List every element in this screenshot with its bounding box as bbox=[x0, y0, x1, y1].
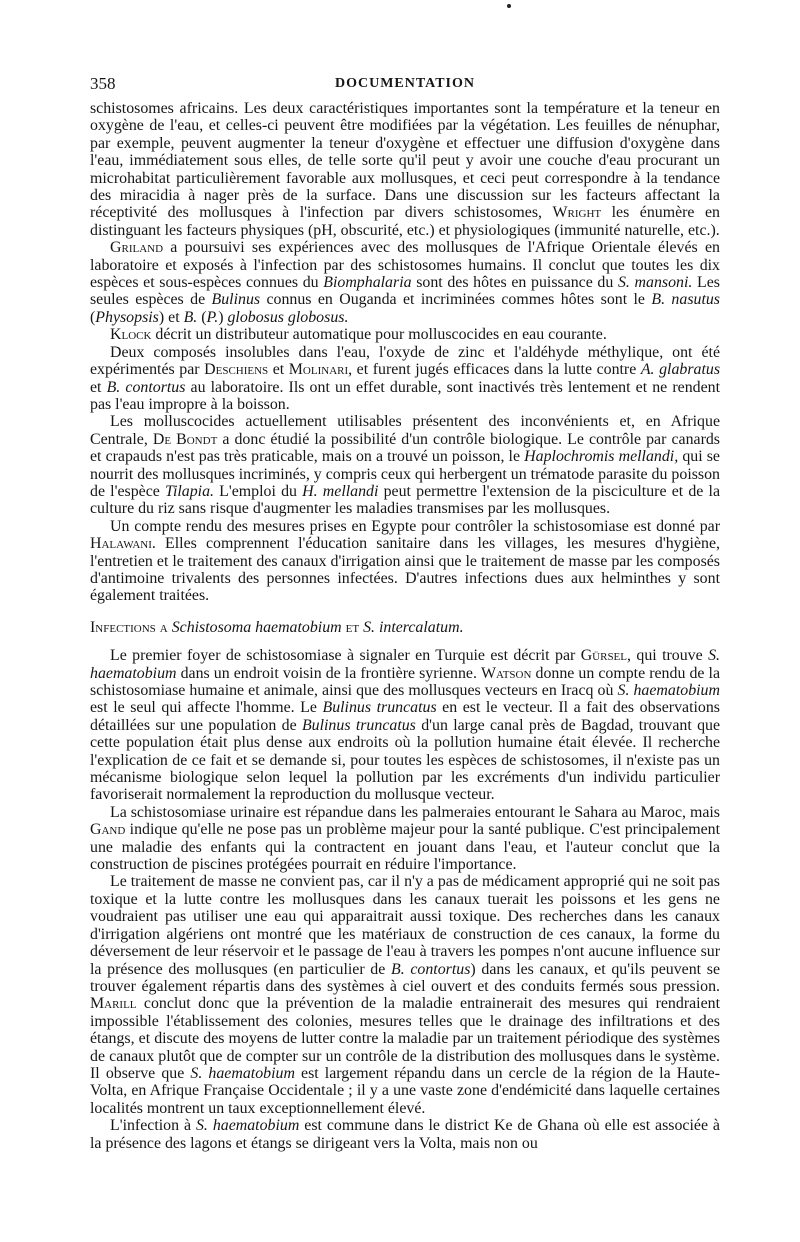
text-run: a donc étudié la possibilité d'un contrôle biologique. Le contrôle par canards et crapauds n'est pas très praticable, mais on a trouvé un poisson, le bbox=[90, 430, 720, 466]
paragraph bbox=[90, 413, 720, 517]
text-run: d'un large canal près de Bagdad, trouvant que cette population était plus dense aux endroits où la pollution humaine était élevée. Il recherche l'explication de ce fait et se demande si, pour toutes les espèces de schistosomes, il n'existe pas un mécanisme biologique selon lequel la pollution par les excréments d'un individu particulier favoriserait normalement la reproduction du mollusque vecteur. bbox=[90, 716, 721, 804]
text-run: ( bbox=[197, 308, 207, 326]
italic-term: S. mansoni. bbox=[617, 274, 693, 292]
author-name: Griland bbox=[110, 239, 164, 257]
italic-term: S. haematobium bbox=[195, 1117, 300, 1135]
paragraph bbox=[90, 326, 720, 343]
italic-term: A. glabratus bbox=[640, 361, 721, 379]
author-name: Klock bbox=[110, 326, 152, 344]
paragraph bbox=[90, 804, 720, 874]
text-run: a poursuivi ses expériences avec des mollusques de l'Afrique Orientale élevés en laboratoire et exposés à l'infection par des schistosomes humains. Il conclut que toutes les dix espèces et sous-espèces connues du bbox=[90, 239, 720, 292]
author-name: De Bondt bbox=[152, 430, 218, 448]
text-run: L'emploi du bbox=[214, 482, 303, 500]
text-run: conclut donc que la prévention de la maladie entrainerait des mesures qui rendraient impossible l'établissement des colonies, mesures telles que le drainage des infiltrations et des étangs, et discute des moyens de lutter contre la maladie par un traitement périodique des systèmes de canaux plutôt que de compter sur un contrôle de la distribution des mollusques dans le système. Il observe que bbox=[90, 995, 720, 1082]
text-run: connus en Ouganda et incriminées commes hôtes sont le bbox=[260, 291, 652, 309]
text-run: Les molluscocides actuellement utilisables présentent des inconvénients et, en Afrique Centrale, bbox=[90, 413, 720, 448]
text-run: La schistosomiase urinaire est répandue dans les palmeraies entourant le Sahara au Maroc, mais bbox=[110, 803, 720, 821]
text-run: indique qu'elle ne pose pas un problème majeur pour la santé publique. C'est principalement une maladie des enfants qui la contractent en jouant dans l'eau, et l'auteur conclut que la construction de piscines protégées pourrait en réduire l'importance. bbox=[90, 821, 720, 874]
text-run: et bbox=[90, 378, 107, 396]
author-name: Halawani bbox=[90, 535, 152, 553]
italic-term: Physopsis bbox=[95, 308, 159, 326]
text-run: et bbox=[268, 361, 289, 379]
italic-term: S. haematobium bbox=[90, 647, 720, 682]
paragraph bbox=[90, 1117, 720, 1152]
text-run: peut permettre l'extension de la pisciculture et de la culture du riz sans risque d'augmenter les maladies transmises par les mollusques. bbox=[90, 482, 721, 518]
italic-term: Biomphalaria bbox=[323, 274, 412, 292]
text-run: les énumère en distinguant les facteurs physiques (pH, obscurité, etc.) et physiologiques (immunité naturelle, etc.). bbox=[90, 204, 720, 239]
italic-term: P. bbox=[206, 308, 219, 326]
paragraph bbox=[90, 873, 720, 1117]
text-run: est le seul qui affecte l'homme. Le bbox=[90, 699, 323, 717]
paragraph bbox=[90, 100, 720, 239]
text-run: ( bbox=[90, 308, 96, 326]
text-run: Un compte rendu des mesures prises en Egypte pour contrôler la schistosomiase est donné par bbox=[110, 517, 720, 535]
document-page bbox=[90, 74, 720, 1152]
paragraph bbox=[90, 518, 720, 605]
italic-term: Bulinus truncatus bbox=[301, 716, 416, 734]
author-name: Marill bbox=[90, 995, 137, 1013]
text-run: est commune dans le district Ke de Ghana où elle est associée à la présence des lagons et étangs se dirigeant vers la Volta, mais non ou bbox=[90, 1117, 720, 1152]
italic-term: B. nasutus bbox=[651, 291, 720, 309]
italic-term: S. haematobium bbox=[190, 1064, 295, 1082]
italic-term: S. intercalatum. bbox=[363, 618, 464, 636]
text-run: ) et bbox=[158, 308, 184, 326]
text-run: donne un compte rendu de la schistosomiase humaine et animale, ainsi que des mollusques vecteurs en Iracq où bbox=[90, 664, 720, 699]
italic-term: globosus globosus. bbox=[227, 308, 349, 326]
author-name: Deschiens bbox=[204, 361, 269, 379]
author-name: Molinari bbox=[288, 361, 349, 379]
text-run: au laboratoire. Ils ont un effet durable, sont inactivés très lentement et ne rendent pas l'eau impropre à la boisson. bbox=[90, 378, 720, 413]
paragraph bbox=[90, 239, 720, 326]
text-run: ) dans les canaux, et qu'ils peuvent se trouver également répartis dans des systèmes à ciel ouvert et des conduits fermés sous pression. bbox=[90, 960, 721, 995]
italic-term: Schistosoma haematobium bbox=[171, 618, 342, 636]
author-name: Wright bbox=[552, 204, 602, 222]
page-number: 358 bbox=[90, 74, 116, 93]
text-run: qui se nourrit des mollusques incriminés, y compris ceux qui herbergent un trématode parasite du poisson de l'espèce bbox=[90, 448, 720, 500]
italic-term: Tilapia. bbox=[164, 482, 214, 500]
section-heading bbox=[90, 619, 720, 636]
italic-term: Bulinus truncatus bbox=[322, 699, 437, 717]
text-run: schistosomes africains. Les deux caractéristiques importantes sont la température et la teneur en oxygène de l'eau, et celles-ci peuvent être modifiées par la végétation. Les feuilles de nénuphar, par exemple, peuvent augmenter la teneur d'oxygène et effectuer une diffusion d'oxygène dans l'eau, immédiatement sous elles, de telle sorte qu'il peut y avoir une couche d'eau procurant un microhabitat particulièrement favorable aux mollusques, et ceci peut correspondre à la tendance des miracidia à nager près de la surface. Dans une discussion sur les facteurs affectant la réceptivité des mollusques à l'infection par divers schistosomes, bbox=[90, 100, 720, 222]
author-name: Watson bbox=[480, 664, 532, 682]
italic-term: B. contortus bbox=[391, 960, 471, 978]
italic-term: H. mellandi bbox=[302, 482, 379, 500]
italic-term: B. contortus bbox=[106, 378, 186, 396]
text-run: Deux composés insolubles dans l'eau, l'oxyde de zinc et l'aldéhyde méthylique, ont été expérimentés par bbox=[90, 343, 720, 379]
text-run: L'infection à bbox=[110, 1117, 196, 1135]
text-run: Le traitement de masse ne convient pas, car il n'y a pas de médicament approprié qui ne soit pas toxique et la lutte contre les mollusques dans les canaux tuerait les poissons et les gens ne voudraient pas utiliser une eau qui apparaitrait aussi toxique. Des recherches dans les canaux d'irrigation algériens ont montré que les matériaux de construction de ces canaux, la forme du déversement de leur réservoir et le passage de l'eau à travers les pompes n'ont aucune influence sur la présence des mollusques (en particulier de bbox=[90, 873, 720, 978]
text-run: , qui trouve bbox=[627, 647, 709, 665]
italic-term: B. bbox=[183, 308, 198, 326]
author-name: Infections a bbox=[90, 618, 168, 636]
print-speck bbox=[507, 4, 511, 8]
text-run: sont des hôtes en puissance du bbox=[411, 274, 618, 292]
text-run: est largement répandu dans un cercle de la région de la Haute-Volta, en Afrique Française Occidentale ; il y a une vaste zone d'endémicité dans laquelle certaines localités montrent un taux exceptionnellement élevé. bbox=[90, 1064, 720, 1117]
text-run: décrit un distributeur automatique pour molluscocides en eau courante. bbox=[151, 326, 607, 344]
italic-term: Haplochromis mellandi, bbox=[524, 448, 679, 466]
body-text bbox=[90, 100, 720, 1152]
paragraph bbox=[90, 647, 720, 804]
running-title: DOCUMENTATION bbox=[334, 76, 476, 91]
paragraph bbox=[90, 344, 720, 414]
author-name: et bbox=[345, 618, 360, 636]
author-name: Gürsel bbox=[580, 647, 628, 665]
text-run: , et furent jugés efficaces dans la lutte contre bbox=[348, 361, 641, 379]
text-run: Le premier foyer de schistosomiase à signaler en Turquie est décrit par bbox=[110, 647, 581, 665]
italic-term: Bulinus bbox=[211, 291, 261, 309]
italic-term: S. haematobium bbox=[617, 682, 720, 699]
text-run: . Elles comprennent l'éducation sanitaire dans les villages, les mesures d'hygiène, l'entretien et le traitement des canaux d'irrigation ainsi que le traitement de masse par les composés d'antimoine trivalents des personnes infectées. D'autres infections dues aux helminthes y sont également traitées. bbox=[90, 535, 720, 605]
running-header bbox=[90, 74, 720, 100]
text-run: ) bbox=[218, 308, 228, 326]
author-name: Gand bbox=[90, 821, 126, 839]
text-run: dans un endroit voisin de la frontière syrienne. bbox=[176, 664, 481, 682]
text-run: en est le vecteur. Il a fait des observations détaillées sur une population de bbox=[90, 699, 720, 734]
text-run: Les seules espèces de bbox=[90, 274, 720, 309]
